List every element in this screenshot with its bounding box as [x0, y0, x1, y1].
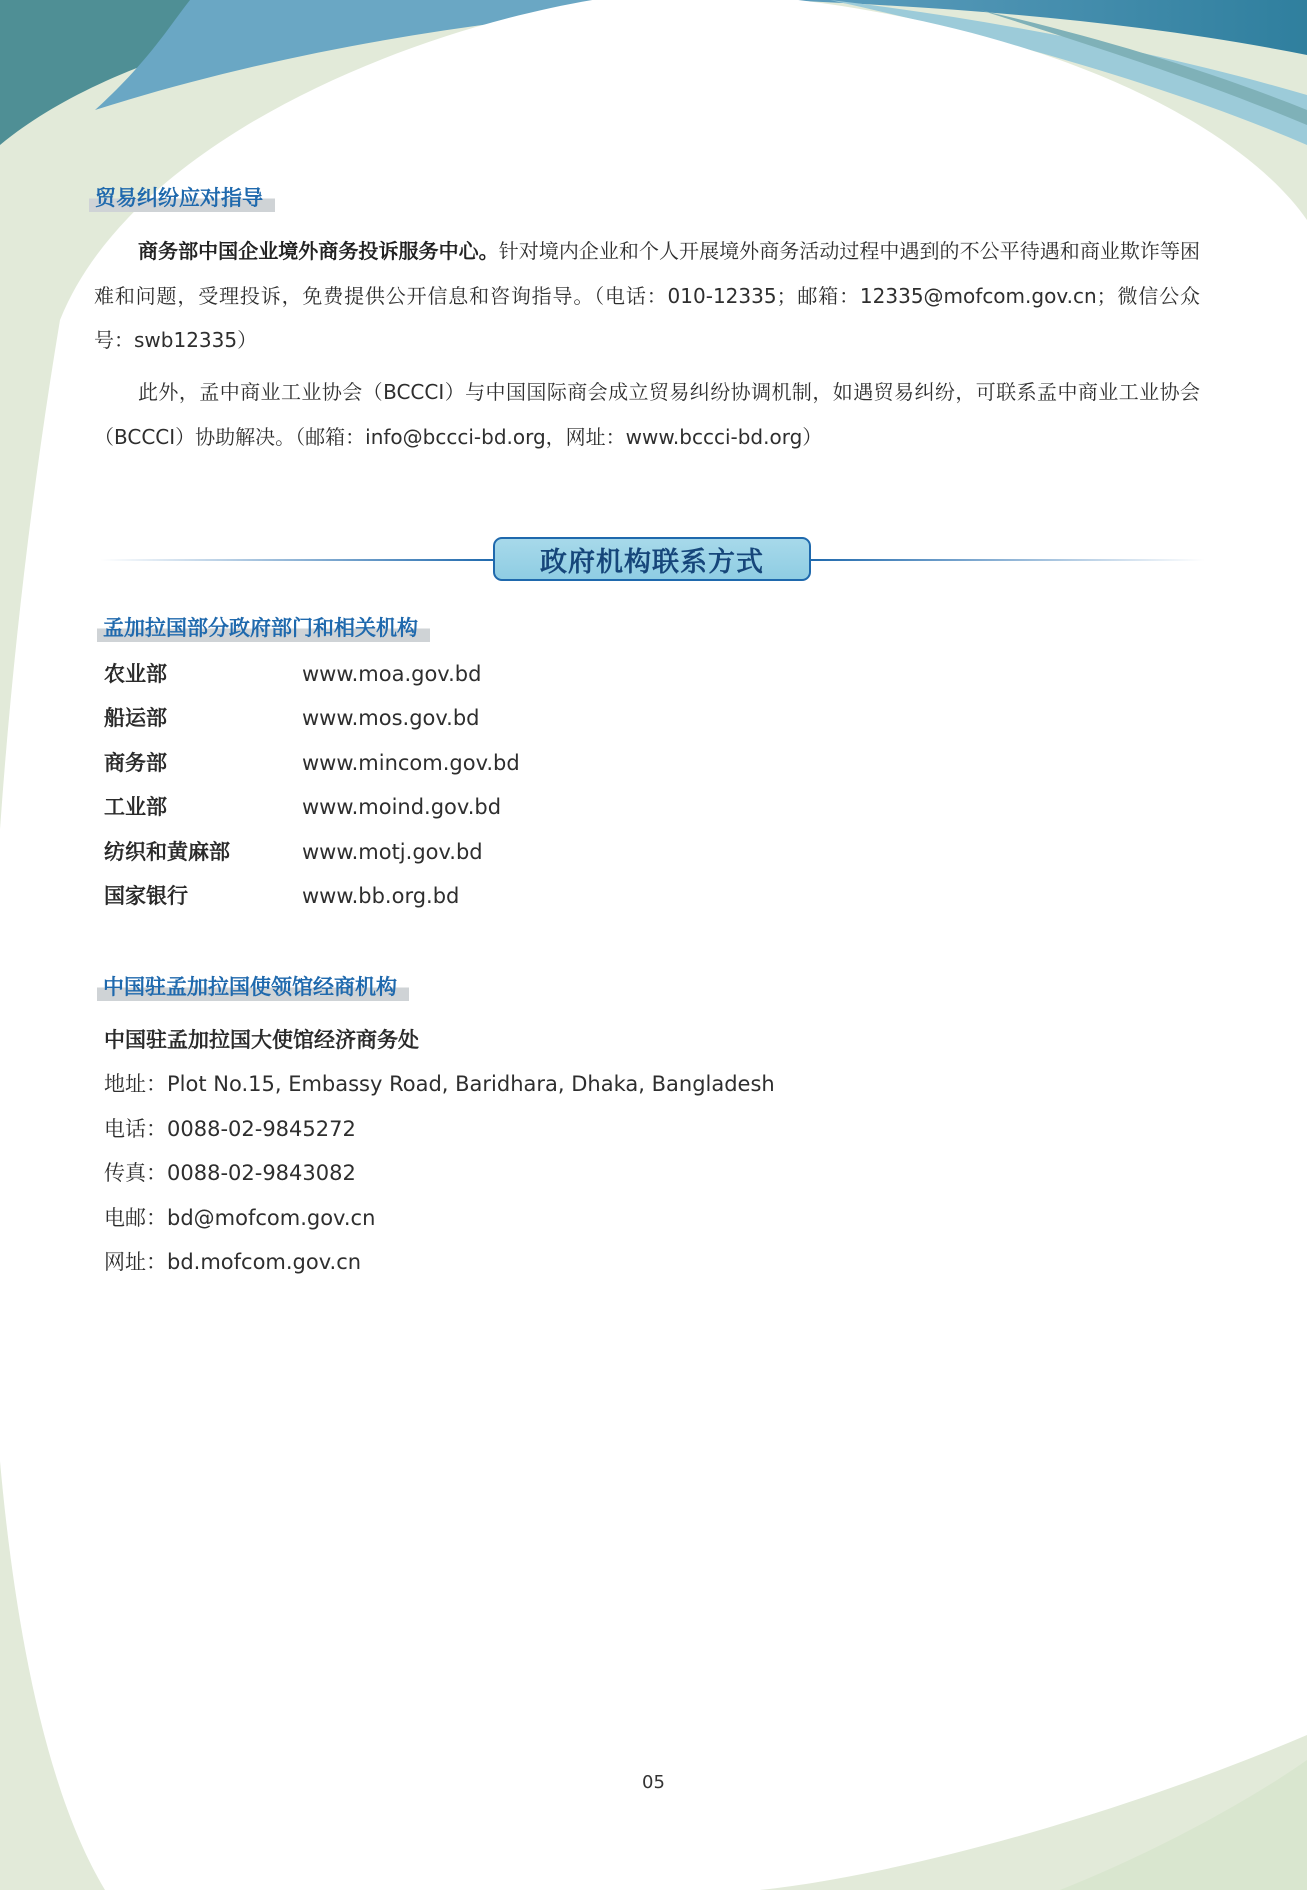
contact-banner-title: 政府机构联系方式	[540, 546, 764, 578]
embassy-phone: 电话：0088-02-9845272	[104, 1117, 356, 1141]
banner-line-right	[809, 559, 1205, 561]
embassy-address: 地址：Plot No.15, Embassy Road, Baridhara, Dhaka, Bangladesh	[104, 1072, 775, 1096]
gov-row-url[interactable]: www.moind.gov.bd	[302, 795, 502, 819]
gov-row-name: 商务部	[104, 751, 167, 775]
gov-row-name: 船运部	[104, 706, 167, 730]
gov-row-url[interactable]: www.moa.gov.bd	[302, 662, 482, 686]
gov-row-url[interactable]: www.motj.gov.bd	[302, 840, 483, 864]
banner-line-left	[100, 559, 495, 561]
gov-row-url[interactable]: www.mincom.gov.bd	[302, 751, 520, 775]
embassy-email[interactable]: 电邮：bd@mofcom.gov.cn	[104, 1206, 376, 1230]
gov-departments-heading: 孟加拉国部分政府部门和相关机构	[97, 614, 430, 642]
trade-dispute-heading: 贸易纠纷应对指导	[89, 184, 275, 212]
embassy-office-name: 中国驻孟加拉国大使馆经济商务处	[104, 1028, 419, 1052]
gov-row-name: 农业部	[104, 662, 167, 686]
embassy-website[interactable]: 网址：bd.mofcom.gov.cn	[104, 1250, 362, 1274]
complaint-center-paragraph	[94, 229, 1200, 363]
contact-banner	[493, 537, 811, 581]
embassy-heading: 中国驻孟加拉国使领馆经商机构	[97, 973, 409, 1001]
embassy-fax: 传真：0088-02-9843082	[104, 1161, 356, 1185]
gov-row-name: 纺织和黄麻部	[104, 840, 230, 864]
gov-row-url[interactable]: www.mos.gov.bd	[302, 706, 480, 730]
bccci-paragraph: 此外，孟中商业工业协会（BCCCI）与中国国际商会成立贸易纠纷协调机制，如遇贸易纠纷，可联系孟中商业工业协会（BCCCI）协助解决。（邮箱：info@bccci-bd.org，网址：www.bccci-bd.org）	[94, 380, 1200, 449]
complaint-center-text: 针对境内企业和个人开展境外商务活动过程中遇到的不公平待遇和商业欺诈等困难和问题，受理投诉，免费提供公开信息和咨询指导。（电话：010-12335；邮箱：12335@mofcom.gov.cn；微信公众号：swb12335）	[94, 239, 1201, 352]
gov-row-name: 工业部	[104, 795, 167, 819]
page-number: 05	[642, 1772, 665, 1793]
gov-row-url[interactable]: www.bb.org.bd	[302, 884, 460, 908]
gov-row-name: 国家银行	[104, 884, 188, 908]
complaint-center-name: 商务部中国企业境外商务投诉服务中心。	[138, 239, 499, 263]
